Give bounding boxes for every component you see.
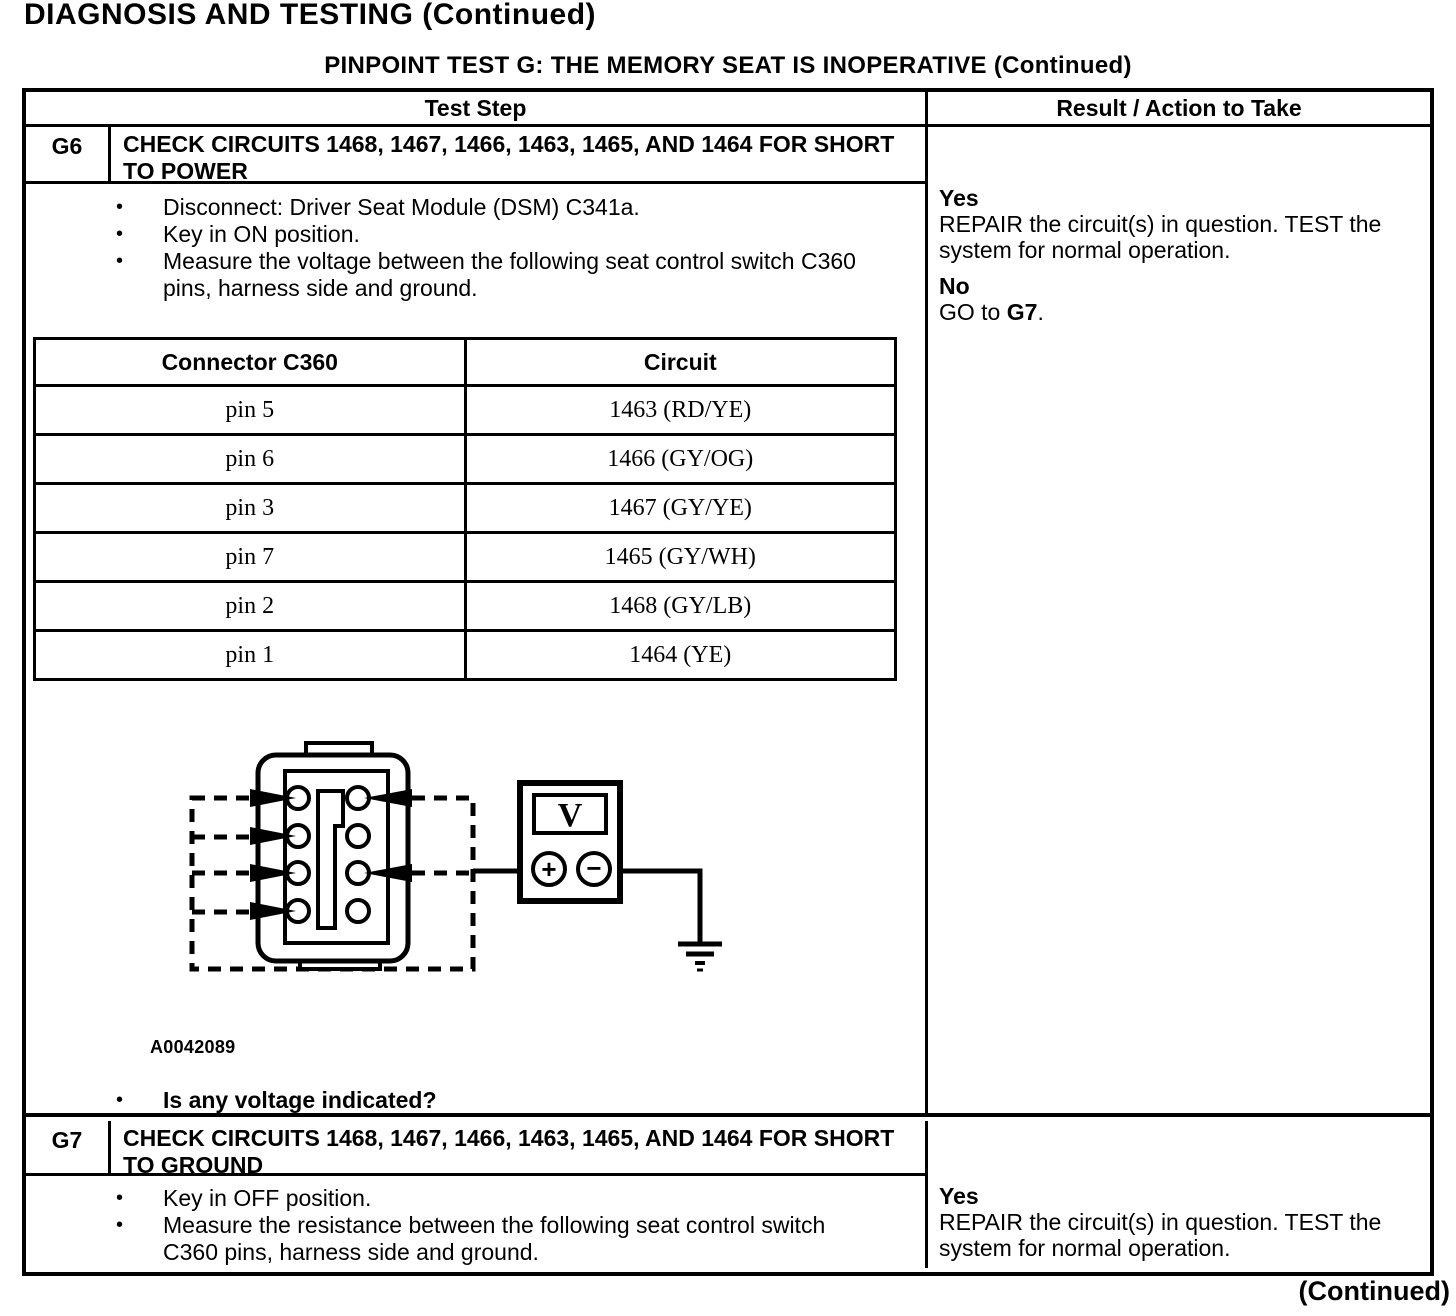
list-item (114, 221, 874, 248)
table-row (35, 435, 896, 484)
spacer (939, 263, 1415, 273)
table-row (35, 533, 896, 582)
pin-cell: pin 2 (35, 582, 466, 631)
circuit-cell: 1463 (RD/YE) (465, 386, 896, 435)
bullet-text: Measure the voltage between the following seat control switch C360 pins, harness side and ground. (163, 248, 856, 301)
circuit-cell: 1466 (GY/OG) (465, 435, 896, 484)
step-title-g6: CHECK CIRCUITS 1468, 1467, 1466, 1463, 1465, AND 1464 FOR SHORT TO POWER (111, 127, 925, 184)
g6-question (114, 1087, 437, 1114)
no-action-prefix: GO to (939, 299, 1007, 325)
circuit-cell: 1464 (YE) (465, 631, 896, 680)
pin-cell: pin 1 (35, 631, 466, 680)
bullet-text: Key in OFF position. (163, 1185, 372, 1211)
diagnostic-table (22, 88, 1434, 1276)
bullet-text: Measure the resistance between the following seat control switch C360 pins, harness side and ground. (163, 1212, 826, 1265)
bullet-icon: • (116, 223, 124, 245)
circuit-cell: 1465 (GY/WH) (465, 533, 896, 582)
connector-pin-table (33, 337, 897, 681)
result-yes-action: REPAIR the circuit(s) in question. TEST the system for normal operation. (939, 211, 1382, 263)
question-text: Is any voltage indicated? (163, 1087, 437, 1113)
table-row (35, 484, 896, 533)
bullet-text: Disconnect: Driver Seat Module (DSM) C341a. (163, 194, 640, 220)
no-action-suffix: . (1037, 299, 1044, 325)
minus-icon: − (586, 853, 602, 883)
figure-id: A0042089 (150, 1037, 236, 1057)
step-id-g7: G7 (26, 1121, 111, 1176)
pin-table-header-connector: Connector C360 (35, 339, 466, 386)
pinpoint-test-subtitle: PINPOINT TEST G: THE MEMORY SEAT IS INOPERATIVE (Continued) (324, 52, 1132, 79)
bullet-text: Key in ON position. (163, 221, 360, 247)
pin-cell: pin 5 (35, 386, 466, 435)
no-action-target-step: G7 (1006, 299, 1038, 325)
g6-bullet-list (114, 194, 874, 302)
result-yes-action: REPAIR the circuit(s) in question. TEST the system for normal operation. (939, 1209, 1382, 1261)
result-cell-g7 (925, 1121, 1430, 1268)
step-title-g7: CHECK CIRCUITS 1468, 1467, 1466, 1463, 1465, AND 1464 FOR SHORT TO GROUND (111, 1121, 925, 1176)
result-cell-g6 (925, 127, 1430, 1117)
circuit-cell: 1468 (GY/LB) (465, 582, 896, 631)
bullet-icon: • (116, 196, 124, 218)
pin-cell: pin 3 (35, 484, 466, 533)
bullet-icon: • (116, 1089, 124, 1111)
pin-table-header-circuit: Circuit (465, 339, 896, 386)
column-header-test-step: Test Step (26, 92, 925, 127)
pin-cell: pin 6 (35, 435, 466, 484)
table-row (35, 631, 896, 680)
list-item (114, 194, 874, 221)
bullet-icon: • (116, 1187, 124, 1209)
list-item (114, 1185, 874, 1212)
bullet-icon: • (116, 1214, 124, 1236)
step-id-g6: G6 (26, 127, 111, 184)
table-header-row (35, 339, 896, 386)
continued-footer: (Continued) (1298, 1276, 1450, 1306)
step-content-g7 (26, 1179, 925, 1268)
pin-cavity (347, 825, 369, 847)
plus-icon: + (541, 854, 557, 884)
voltmeter-label: V (557, 797, 583, 834)
list-item (114, 248, 874, 302)
table-row (35, 386, 896, 435)
result-yes-label: Yes (939, 185, 979, 211)
column-header-result: Result / Action to Take (925, 92, 1430, 127)
list-item (114, 1212, 874, 1266)
circuit-cell: 1467 (GY/YE) (465, 484, 896, 533)
result-yes-label: Yes (939, 1183, 979, 1209)
page-title: DIAGNOSIS AND TESTING (Continued) (24, 0, 597, 31)
g7-bullet-list (114, 1185, 874, 1266)
result-no-action (939, 299, 1415, 325)
step-content-g6 (26, 187, 925, 1117)
table-row (35, 582, 896, 631)
connector-voltmeter-diagram (150, 723, 770, 1023)
bullet-icon: • (116, 250, 124, 272)
pin-cell: pin 7 (35, 533, 466, 582)
result-no-label: No (939, 273, 970, 299)
pin-cavity (347, 900, 369, 922)
